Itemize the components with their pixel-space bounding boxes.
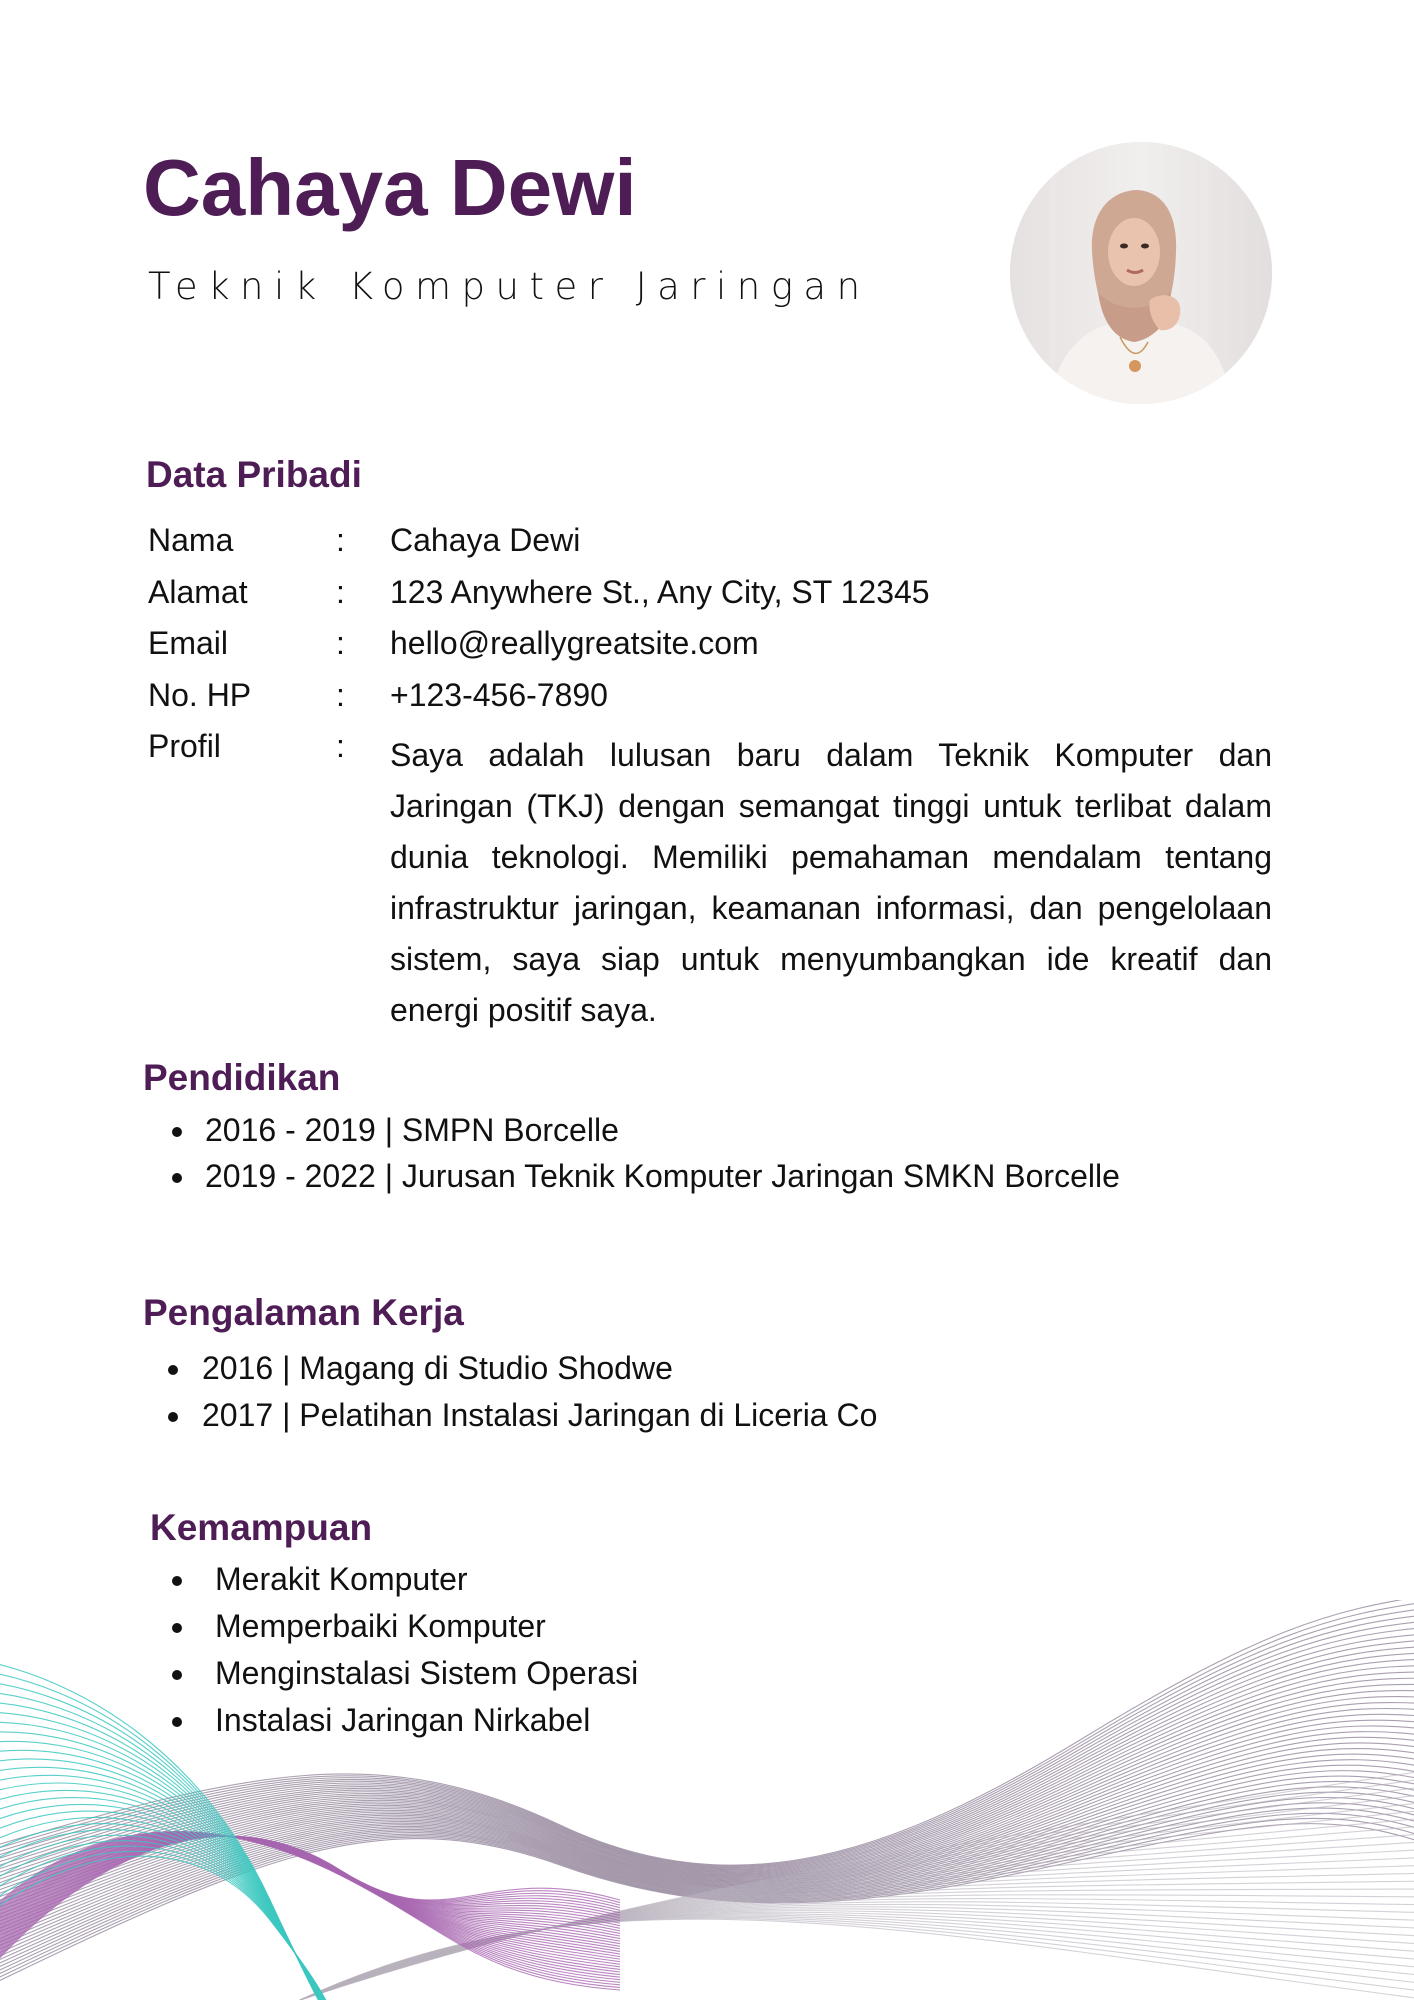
field-separator: : (336, 677, 345, 713)
education-item (160, 1153, 1120, 1199)
personal-row-address (148, 566, 1278, 618)
experience-list (158, 1345, 877, 1439)
personal-row-phone (148, 669, 1278, 721)
resume-role: Teknik Komputer Jaringan (148, 265, 871, 308)
wave-gray-icon (0, 1600, 1414, 2000)
decorative-wave-lines (0, 1600, 1414, 2000)
experience-item-text: 2017 | Pelatihan Instalasi Jaringan di Liceria Co (202, 1397, 878, 1433)
field-value: +123-456-7890 (390, 677, 608, 713)
personal-row-email (148, 617, 1278, 669)
profile-photo (1010, 142, 1272, 404)
person-portrait-icon (1010, 142, 1272, 404)
field-separator: : (336, 625, 345, 661)
section-title-education: Pendidikan (143, 1057, 341, 1098)
field-value: hello@reallygreatsite.com (390, 625, 759, 661)
skill-item (160, 1556, 638, 1603)
experience-item (158, 1392, 877, 1439)
bullet-icon (168, 1365, 178, 1375)
bullet-icon (172, 1576, 182, 1586)
personal-row-name (148, 514, 1278, 566)
bullet-icon (172, 1173, 182, 1183)
field-separator: : (336, 728, 345, 764)
bullet-icon (172, 1127, 182, 1137)
education-list (160, 1107, 1120, 1199)
field-separator: : (336, 522, 345, 558)
field-label: No. HP (148, 677, 252, 713)
field-label: Email (148, 625, 229, 661)
skill-item-text: Instalasi Jaringan Nirkabel (215, 1702, 591, 1738)
experience-item-text: 2016 | Magang di Studio Shodwe (202, 1350, 673, 1386)
education-item-text: 2016 - 2019 | SMPN Borcelle (205, 1112, 619, 1148)
field-separator: : (336, 574, 345, 610)
field-label: Alamat (148, 574, 248, 610)
section-title-personal-data: Data Pribadi (146, 454, 362, 495)
skill-item-text: Menginstalasi Sistem Operasi (215, 1655, 639, 1691)
skill-item-text: Memperbaiki Komputer (215, 1608, 546, 1644)
resume-name: Cahaya Dewi (143, 143, 637, 232)
field-label: Profil (148, 728, 221, 764)
section-title-skills: Kemampuan (150, 1507, 373, 1548)
field-label: Nama (148, 522, 234, 558)
education-item (160, 1107, 1120, 1153)
bullet-icon (168, 1412, 178, 1422)
profile-summary: Saya adalah lulusan baru dalam Teknik Komputer dan Jaringan (TKJ) dengan semangat tinggi untuk terlibat dalam dunia teknologi. Memiliki pemahaman mendalam tentang infrastruktur jaringan, keamanan informasi, dan pengelolaan sistem, saya siap untuk menyumbangkan ide kreatif dan energi positif saya. (390, 737, 1272, 1028)
field-value: Cahaya Dewi (390, 522, 581, 558)
skill-item-text: Merakit Komputer (215, 1561, 468, 1597)
field-value: 123 Anywhere St., Any City, ST 12345 (390, 574, 930, 610)
section-title-experience: Pengalaman Kerja (143, 1292, 464, 1333)
education-item-text: 2019 - 2022 | Jurusan Teknik Komputer Jaringan SMKN Borcelle (205, 1158, 1120, 1194)
experience-item (158, 1345, 877, 1392)
